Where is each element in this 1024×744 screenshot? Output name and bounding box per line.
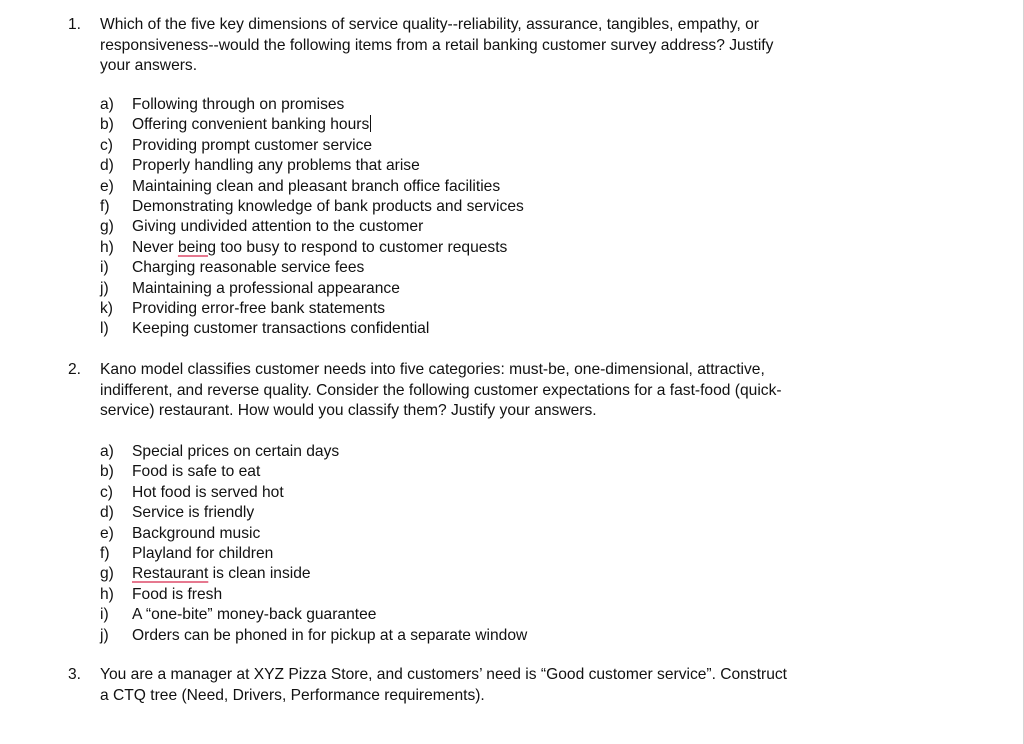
item-letter: b)	[100, 463, 114, 481]
list-item	[0, 136, 1000, 156]
item-letter: h)	[100, 238, 114, 256]
item-letter: d)	[100, 504, 114, 522]
item-text: Offering convenient banking hours	[132, 116, 370, 134]
question-text	[100, 15, 900, 77]
list-item	[0, 544, 1000, 564]
item-text-post: is clean inside	[208, 565, 311, 583]
item-letter: e)	[100, 524, 114, 542]
item-letter: e)	[100, 177, 114, 195]
item-letter: f)	[100, 544, 110, 562]
list-item	[0, 95, 1000, 115]
list-item	[0, 197, 1000, 217]
list-item	[0, 319, 1000, 339]
spellcheck-marked-word[interactable]: being	[177, 238, 217, 256]
item-text: Background music	[132, 524, 261, 542]
item-letter: i)	[100, 259, 109, 277]
question-line: Kano model classifies customer needs into five categories: must-be, one-dimensional, attractive,	[100, 361, 765, 378]
item-letter: j)	[100, 626, 109, 644]
item-text: Providing prompt customer service	[132, 136, 373, 154]
list-item	[0, 524, 1000, 544]
list-item	[0, 503, 1000, 523]
item-letter: a)	[100, 96, 114, 113]
item-text: Food is fresh	[132, 585, 223, 603]
item-text: Properly handling any problems that arise	[132, 157, 420, 175]
question-line: a CTQ tree (Need, Drivers, Performance requirements).	[100, 686, 485, 704]
item-text: Demonstrating knowledge of bank products and services	[132, 197, 524, 215]
item-text	[132, 564, 311, 584]
item-text-post: too busy to respond to customer requests	[216, 238, 508, 256]
item-letter: h)	[100, 585, 114, 603]
question-text	[100, 665, 900, 706]
list-item	[0, 258, 1000, 278]
question-1-item-list	[0, 95, 1000, 340]
question-line: service) restaurant. How would you classify them? Justify your answers.	[100, 402, 597, 420]
question-2-item-list	[0, 442, 1000, 646]
item-text: Hot food is served hot	[132, 483, 284, 501]
list-item	[0, 156, 1000, 176]
item-letter: k)	[100, 299, 113, 317]
item-text: Providing error-free bank statements	[132, 299, 386, 317]
item-letter: f)	[100, 197, 110, 215]
question-line: responsiveness--would the following items from a retail banking customer survey address? Justify	[100, 36, 774, 54]
list-item	[0, 279, 1000, 299]
item-text: Maintaining clean and pleasant branch office facilities	[132, 177, 501, 195]
item-text: Charging reasonable service fees	[132, 259, 365, 277]
list-item	[0, 238, 1000, 258]
item-letter: g)	[100, 565, 114, 583]
item-text-pre: Never	[132, 238, 178, 256]
question-line: Which of the five key dimensions of service quality--reliability, assurance, tangibles, empathy, or	[100, 16, 759, 33]
item-letter: j)	[100, 279, 109, 297]
question-number: 3.	[68, 666, 82, 683]
list-item	[0, 626, 1000, 646]
question-line: your answers.	[100, 57, 198, 75]
list-item	[0, 605, 1000, 625]
text-cursor	[370, 115, 371, 132]
item-text	[132, 238, 507, 258]
list-item	[0, 483, 1000, 503]
list-item	[0, 299, 1000, 319]
list-item	[0, 177, 1000, 197]
question-number: 1.	[68, 16, 82, 33]
spellcheck-marked-word[interactable]: Restaurant	[132, 565, 209, 583]
question-line: indifferent, and reverse quality. Consider the following customer expectations for a fast-food (quick-	[100, 381, 782, 399]
item-letter: a)	[100, 443, 114, 460]
question-line: You are a manager at XYZ Pizza Store, and customers’ need is “Good customer service”. Construct	[100, 666, 788, 683]
question-number: 2.	[68, 361, 82, 378]
item-text: Service is friendly	[132, 504, 255, 522]
item-text: Food is safe to eat	[132, 463, 261, 481]
question-text	[100, 360, 900, 422]
item-text: Special prices on certain days	[132, 443, 340, 460]
item-text: Maintaining a professional appearance	[132, 279, 400, 297]
item-text: Following through on promises	[132, 96, 345, 113]
item-text: Keeping customer transactions confidential	[132, 320, 430, 338]
item-text: Playland for children	[132, 544, 274, 562]
item-letter: c)	[100, 483, 113, 501]
item-letter: d)	[100, 157, 114, 175]
list-item	[0, 462, 1000, 482]
item-text: Giving undivided attention to the customer	[132, 218, 424, 236]
list-item	[0, 585, 1000, 605]
item-letter: g)	[100, 218, 114, 236]
item-letter: i)	[100, 606, 109, 624]
list-item	[0, 564, 1000, 584]
item-letter: c)	[100, 136, 113, 154]
item-letter: l)	[100, 320, 109, 338]
list-item	[0, 217, 1000, 237]
item-text: A “one-bite” money-back guarantee	[132, 606, 377, 624]
list-item	[0, 442, 1000, 462]
item-text-wrapper	[132, 115, 371, 135]
item-letter: b)	[100, 116, 114, 134]
list-item	[0, 115, 1000, 135]
item-text: Orders can be phoned in for pickup at a separate window	[132, 626, 528, 644]
